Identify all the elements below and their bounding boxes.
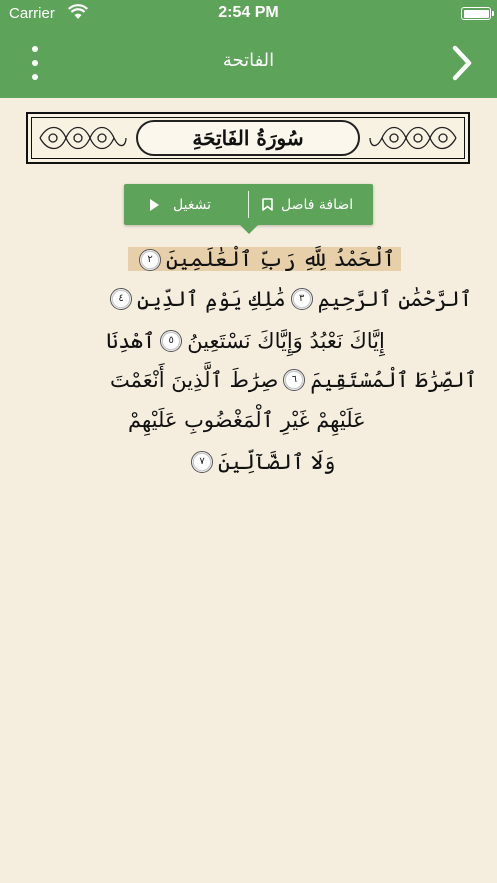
bookmark-icon xyxy=(262,198,273,211)
verse-text[interactable]: ٱلصِّرَٰطَ ٱلْمُسْتَقِيمَ xyxy=(310,368,477,392)
play-icon xyxy=(150,199,159,211)
page-title: الفاتحة xyxy=(222,50,275,71)
verse-text[interactable]: ٱلرَّحْمَٰنِ ٱلرَّحِيمِ xyxy=(317,287,473,311)
verse-text[interactable]: مَٰلِكِ يَوْمِ ٱلدِّينِ xyxy=(137,287,286,311)
play-label: تشغيل xyxy=(173,196,211,213)
verse-text[interactable]: إِيَّاكَ نَعْبُدُ وَإِيَّاكَ نَسْتَعِينُ xyxy=(187,329,385,353)
battery-icon xyxy=(461,7,491,20)
chevron-right-icon[interactable] xyxy=(447,44,477,82)
verse-number-icon: ٤ xyxy=(110,288,132,310)
verse-line-4 xyxy=(110,364,477,396)
surah-name: سُورَةُ الفَاتِحَةِ xyxy=(136,120,360,156)
bookmark-label: اضافة فاصل xyxy=(281,196,354,213)
verse-text[interactable]: عَلَيْهِمْ غَيْرِ ٱلْمَغْضُوبِ عَلَيْهِمْ xyxy=(128,408,366,432)
verse-number-icon: ٢ xyxy=(139,249,161,271)
verse-text[interactable]: ٱهْدِنَا xyxy=(106,329,156,353)
status-time: 2:54 PM xyxy=(218,4,279,21)
carrier-label: Carrier xyxy=(9,5,55,22)
verse-line-2 xyxy=(105,283,472,315)
verse-line-3 xyxy=(106,325,385,357)
status-bar xyxy=(0,0,497,28)
popup-divider xyxy=(248,191,249,218)
verse-text[interactable]: صِرَٰطَ ٱلَّذِينَ أَنْعَمْتَ xyxy=(110,368,279,392)
verse-2-highlighted[interactable] xyxy=(128,247,401,272)
verse-line-6 xyxy=(186,446,335,478)
ornament-right-icon xyxy=(366,120,462,156)
verse-number-icon: ٧ xyxy=(191,451,213,473)
verse-text[interactable]: وَلَا ٱلضَّآلِّينَ xyxy=(218,450,336,474)
play-button[interactable] xyxy=(150,184,211,225)
verse-line-5 xyxy=(128,404,366,436)
verse-number-icon: ٦ xyxy=(283,369,305,391)
ornament-left-icon xyxy=(34,120,130,156)
nav-bar xyxy=(0,28,497,98)
verse-action-popup xyxy=(124,184,373,225)
verse-text: ٱلْحَمْدُ لِلَّهِ رَبِّ ٱلْعَٰلَمِينَ xyxy=(166,246,396,271)
verse-number-icon: ٣ xyxy=(291,288,313,310)
verse-number-icon: ٥ xyxy=(160,330,182,352)
add-bookmark-button[interactable] xyxy=(262,184,353,225)
verse-line-1 xyxy=(128,243,401,275)
surah-header-frame xyxy=(26,112,470,164)
